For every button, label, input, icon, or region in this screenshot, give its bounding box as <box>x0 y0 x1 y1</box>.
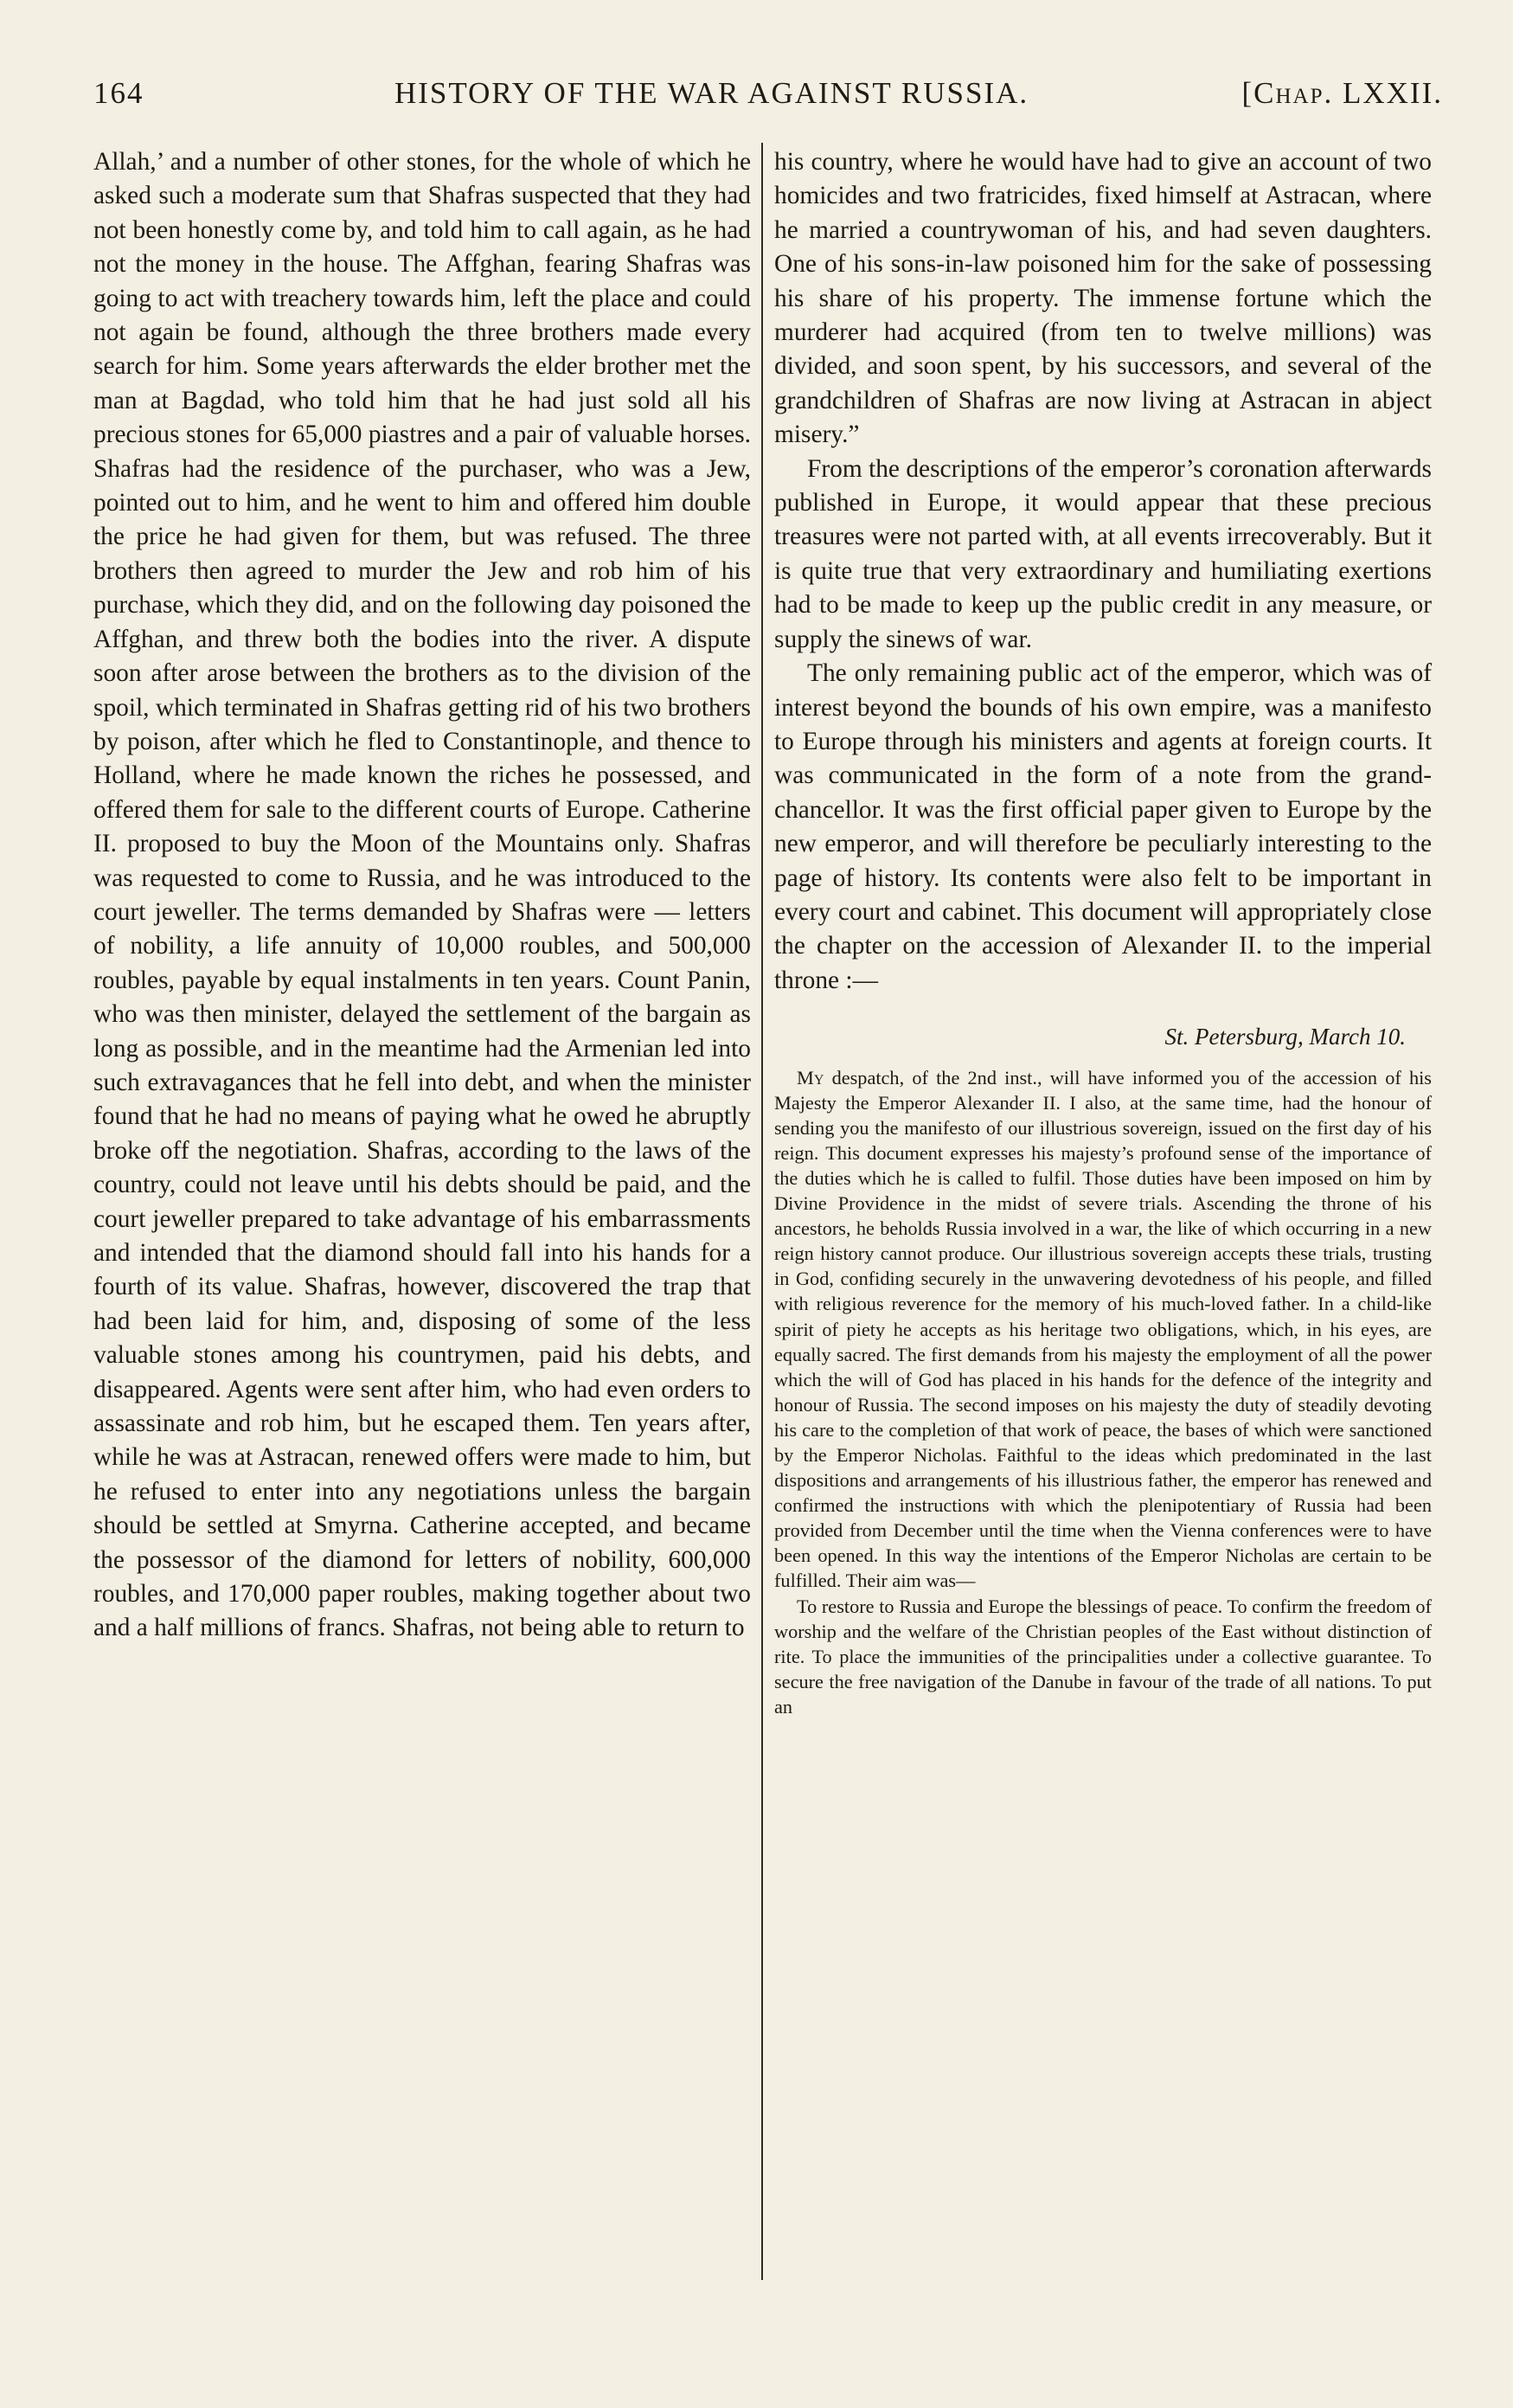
running-title: HISTORY OF THE WAR AGAINST RUSSIA. <box>394 76 1029 110</box>
right-paragraph-1: his country, where he would have had to give an account of two homicides and two fratricides, fixed himself at Astracan, where he married a countrywoman of his, and had seven daughters. One of his sons-in-law poisoned him for the sake of possessing his share of his property. The immense fortune which the murderer had acquired (from ten to twelve millions) was divided, and soon spent, by his successors, and several of the grandchildren of Shafras are now living at Astracan in abject misery.” <box>774 148 1432 449</box>
letter-dateline: St. Petersburg, March 10. <box>1164 1024 1406 1050</box>
running-head <box>93 76 1443 119</box>
letter-paragraph-2: To restore to Russia and Europe the blessings of peace. To confirm the freedom of worship and the welfare of the Christian peoples of the East without distinction of rite. To place the immunities of the principalities under a collective guarantee. To secure the free navigation of the Danube in favour of the trade of all nations. To put an <box>774 1595 1432 1718</box>
right-paragraph-2: From the descriptions of the emperor’s coronation afterwards published in Europe, it would appear that these precious treasures were not parted with, at all events irrecoverably. But it is quite true that very extraordinary and humiliating exertions had to be made to keep up the public credit in any measure, or supply the sinews of war. <box>774 454 1432 653</box>
left-column <box>93 145 751 1646</box>
letter-opening-word: My <box>797 1066 824 1088</box>
right-paragraph-3: The only remaining public act of the emperor, which was of interest beyond the bounds of his own empire, was a manifesto to Europe through his ministers and agents at foreign courts. It was communicated in the form of a note from the grand-chancellor. It was the first official paper given to Europe by the new emperor, and will therefore be peculiarly interesting to the page of history. Its contents were also felt to be important in every court and cabinet. This document will appropriately close the chapter on the accession of Alexander II. to the imperial throne :— <box>774 659 1432 994</box>
letter-paragraph-1 <box>774 1065 1432 1594</box>
page-number: 164 <box>93 76 144 110</box>
left-paragraph: Allah,’ and a number of other stones, for the whole of which he asked such a moderate sum that Shafras suspected that they had not been honestly come by, and told him to call again, as he had not the money in the house. The Affghan, fearing Shafras was going to act with treachery towards him, left the place and could not again be found, although the three brothers made every search for him. Some years afterwards the elder brother met the man at Bagdad, who told him that he had just sold all his precious stones for 65,000 piastres and a pair of valuable horses. Shafras had the residence of the purchaser, who was a Jew, pointed out to him, and he went to him and offered him double the price he had given for them, but was refused. The three brothers then agreed to murder the Jew and rob him of his purchase, which they did, and on the following day poisoned the Affghan, and threw both the bodies into the river. A dispute soon after arose between the brothers as to the division of the spoil, which terminated in Shafras getting rid of his two brothers by poison, after which he fled to Constantinople, and thence to Holland, where he made known the riches he possessed, and offered them for sale to the different courts of Europe. Catherine II. proposed to buy the Moon of the Mountains only. Shafras was requested to come to Russia, and he was introduced to the court jeweller. The terms demanded by Shafras were — letters of nobility, a life annuity of 10,000 roubles, and 500,000 roubles, payable by equal instalments in ten years. Count Panin, who was then minister, delayed the settlement of the bargain as long as possible, and in the meantime had the Armenian led into such extravagances that he fell into debt, and when the minister found that he had no means of paying what he owed he abruptly broke off the negotiation. Shafras, according to the laws of the country, could not leave until his debts should be paid, and the court jeweller prepared to take advantage of his embarrassments and intended that the diamond should fall into his hands for a fourth of its value. Shafras, however, discovered the trap that had been laid for him, and, disposing of some of the less valuable stones among his countrymen, paid his debts, and disappeared. Agents were sent after him, who had even orders to assassinate and rob him, but he escaped them. Ten years after, while he was at Astracan, renewed offers were made to him, but he refused to enter into any negotiations unless the bargain should be settled at Smyrna. Catherine accepted, and became the possessor of the diamond for letters of nobility, 600,000 roubles, and 170,000 paper roubles, making together about two and a half millions of francs. Shafras, not being able to return to <box>93 148 751 1642</box>
quoted-letter <box>774 1065 1432 1719</box>
right-column <box>774 145 1432 1719</box>
column-divider <box>761 143 763 2280</box>
letter-paragraph-1-text: despatch, of the 2nd inst., will have informed you of the accession of his Majesty the Emperor Alexander II. I also, at the same time, had the honour of sending you the manifesto of our illustrious sovereign, issued on the first day of his reign. This document expresses his majesty’s profound sense of the importance of the duties which he is called to fulfil. Those duties have been imposed on him by Divine Providence in the midst of severe trials. Ascending the throne of his ancestors, he beholds Russia involved in a war, the like of which occurring in a new reign history cannot produce. Our illustrious sovereign accepts these trials, trusting in God, confiding securely in the unwavering devotedness of his people, and filled with religious reverence for the memory of his much-loved father. In a child-like spirit of piety he accepts as his heritage two obligations, which, in his eyes, are equally sacred. The first demands from his majesty the employment of all the power which the will of God has placed in his hands for the defence of the integrity and honour of Russia. The second imposes on his majesty the duty of steadily devoting his care to the completion of that work of peace, the bases of which were sanctioned by the Emperor Nicholas. Faithful to the ideas which predominated in the last dispositions and arrangements of his illustrious father, the emperor has renewed and confirmed the instructions with which the plenipotentiary of Russia had been provided from December until the time when the Vienna conferences were to have been opened. In this way the intentions of the Emperor Nicholas are certain to be fulfilled. Their aim was— <box>774 1066 1432 1592</box>
chapter-label: [Chap. LXXII. <box>1241 76 1443 110</box>
